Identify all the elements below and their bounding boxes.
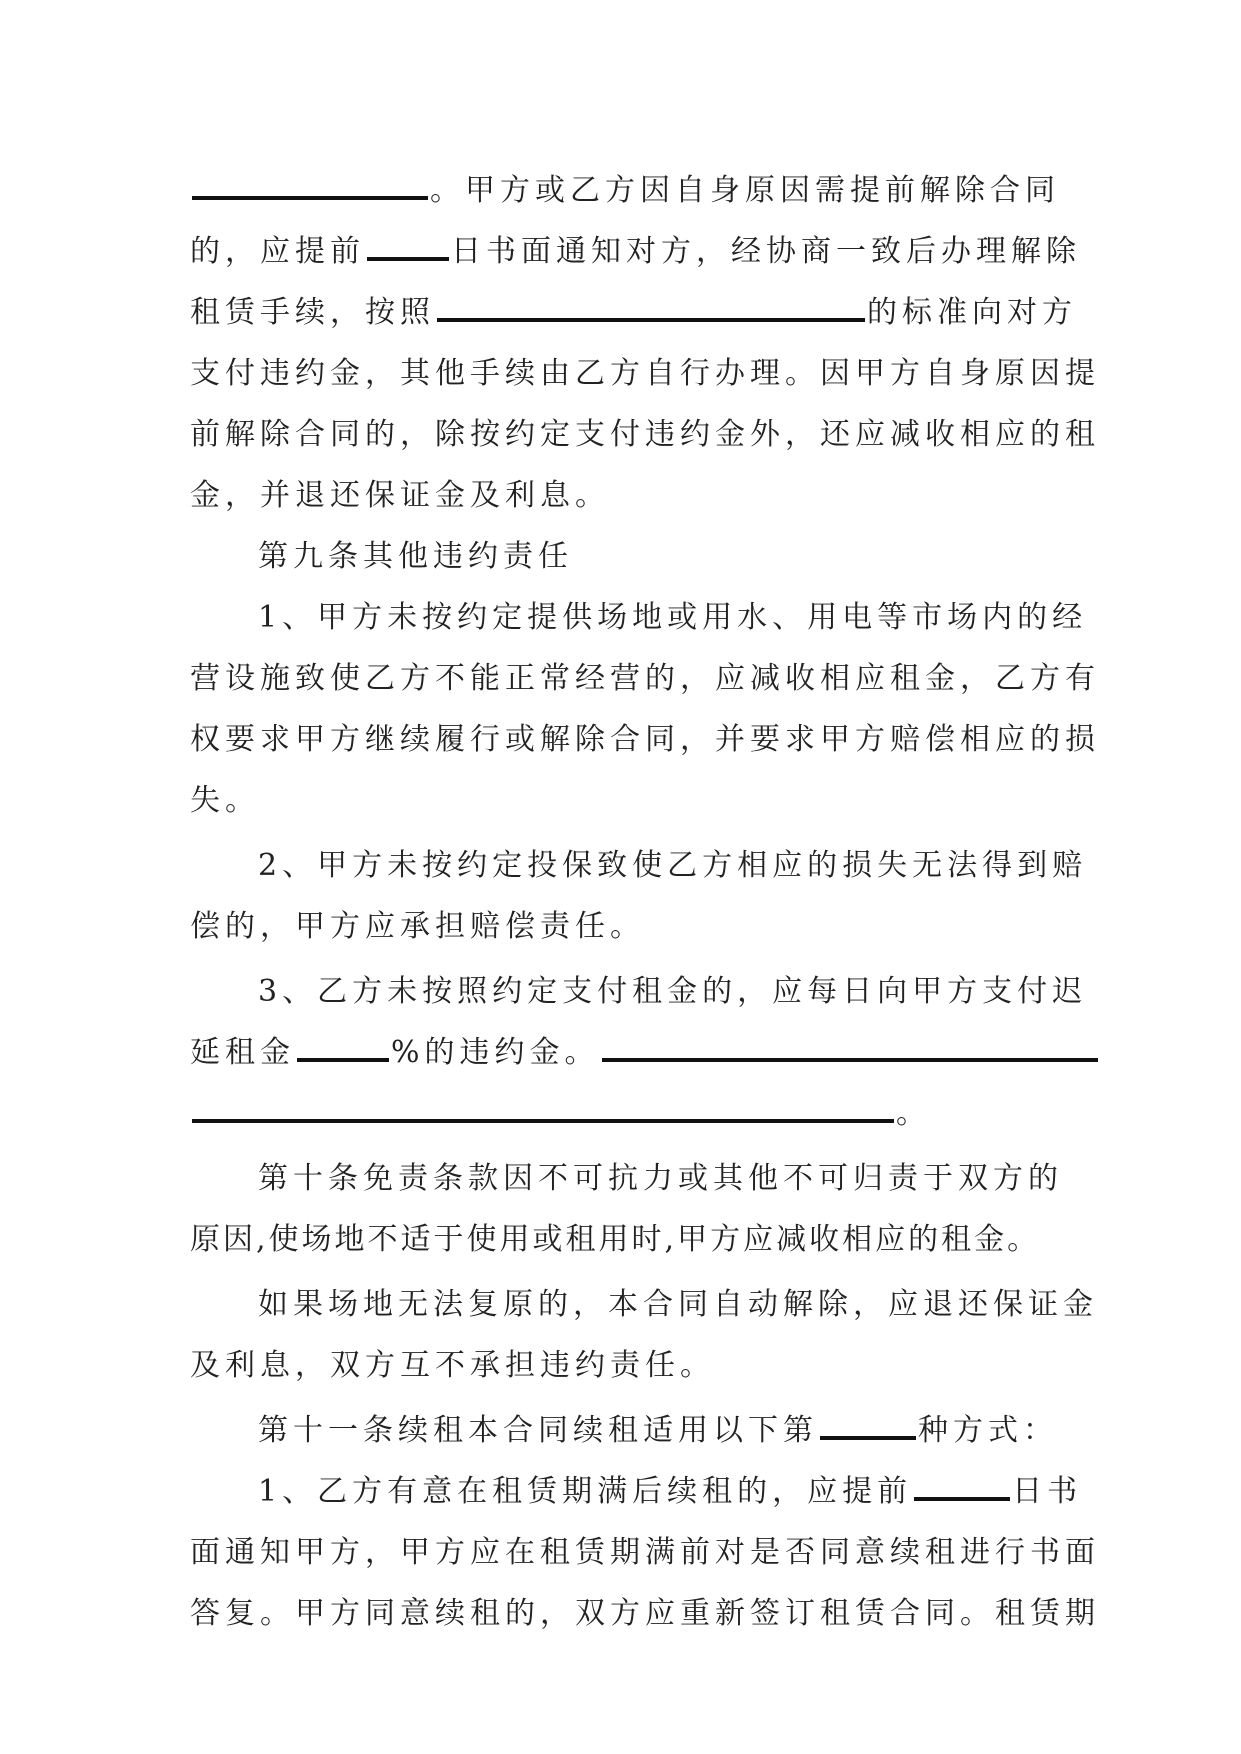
fill-blank — [914, 1496, 1010, 1501]
text-line: 答复。甲方同意续租的，双方应重新签订租赁合同。租赁期 — [190, 1596, 1100, 1631]
fill-blank — [297, 1057, 389, 1062]
text-line: 支付违约金，其他手续由乙方自行办理。因甲方自身原因提 — [190, 356, 1100, 391]
fill-blank — [367, 256, 449, 261]
section-heading: 第九条其他违约责任 — [258, 539, 573, 574]
text-line: 租赁手续，按照 的标准向对方 — [190, 295, 1077, 330]
text-line: 及利息，双方互不承担违约责任。 — [190, 1348, 715, 1383]
text-line: 第十条免责条款因不可抗力或其他不可归责于双方的 — [258, 1161, 1063, 1196]
text-line: 金，并退还保证金及利息。 — [190, 478, 610, 513]
text-line: 。 — [190, 1083, 1056, 1144]
text-line: 偿的，甲方应承担赔偿责任。 — [190, 909, 645, 944]
text-line: 2、甲方未按约定投保致使乙方相应的损失无法得到赔 — [258, 848, 1088, 883]
fill-blank — [437, 317, 865, 322]
text-line: 如果场地无法复原的，本合同自动解除，应退还保证金 — [258, 1287, 1098, 1322]
section-heading: 第十一条续租本合同续租适用以下第 种方式： — [258, 1413, 1058, 1448]
text-line: 的，应提前 日书面通知对方，经协商一致后办理解除 — [190, 234, 1081, 269]
fill-blank — [602, 1057, 1098, 1062]
fill-blank — [820, 1435, 916, 1440]
text-line: 前解除合同的，除按约定支付违约金外，还应减收相应的租 — [190, 417, 1100, 452]
text-line: 1、乙方有意在租赁期满后续租的，应提前 日书 — [258, 1474, 1083, 1509]
text-line: 1、甲方未按约定提供场地或用水、用电等市场内的经 — [258, 600, 1088, 635]
text-line: 权要求甲方继续履行或解除合同，并要求甲方赔偿相应的损 — [190, 722, 1100, 757]
text-line: 。甲方或乙方因自身原因需提前解除合同 — [190, 160, 1056, 221]
text-line: 失。 — [190, 783, 260, 818]
document-body — [190, 160, 1100, 1644]
text-line: 营设施致使乙方不能正常经营的，应减收相应租金，乙方有 — [190, 661, 1100, 696]
text-line: 面通知甲方，甲方应在租赁期满前对是否同意续租进行书面 — [190, 1535, 1100, 1570]
text-line: 原因,使场地不适于使用或租用时,甲方应减收相应的租金。 — [190, 1222, 1041, 1257]
text-line: 3、乙方未按照约定支付租金的，应每日向甲方支付迟 — [258, 974, 1088, 1009]
fill-blank — [192, 1118, 894, 1123]
text-line: 延租金 %的违约金。 — [190, 1022, 1056, 1083]
fill-blank — [192, 195, 428, 200]
